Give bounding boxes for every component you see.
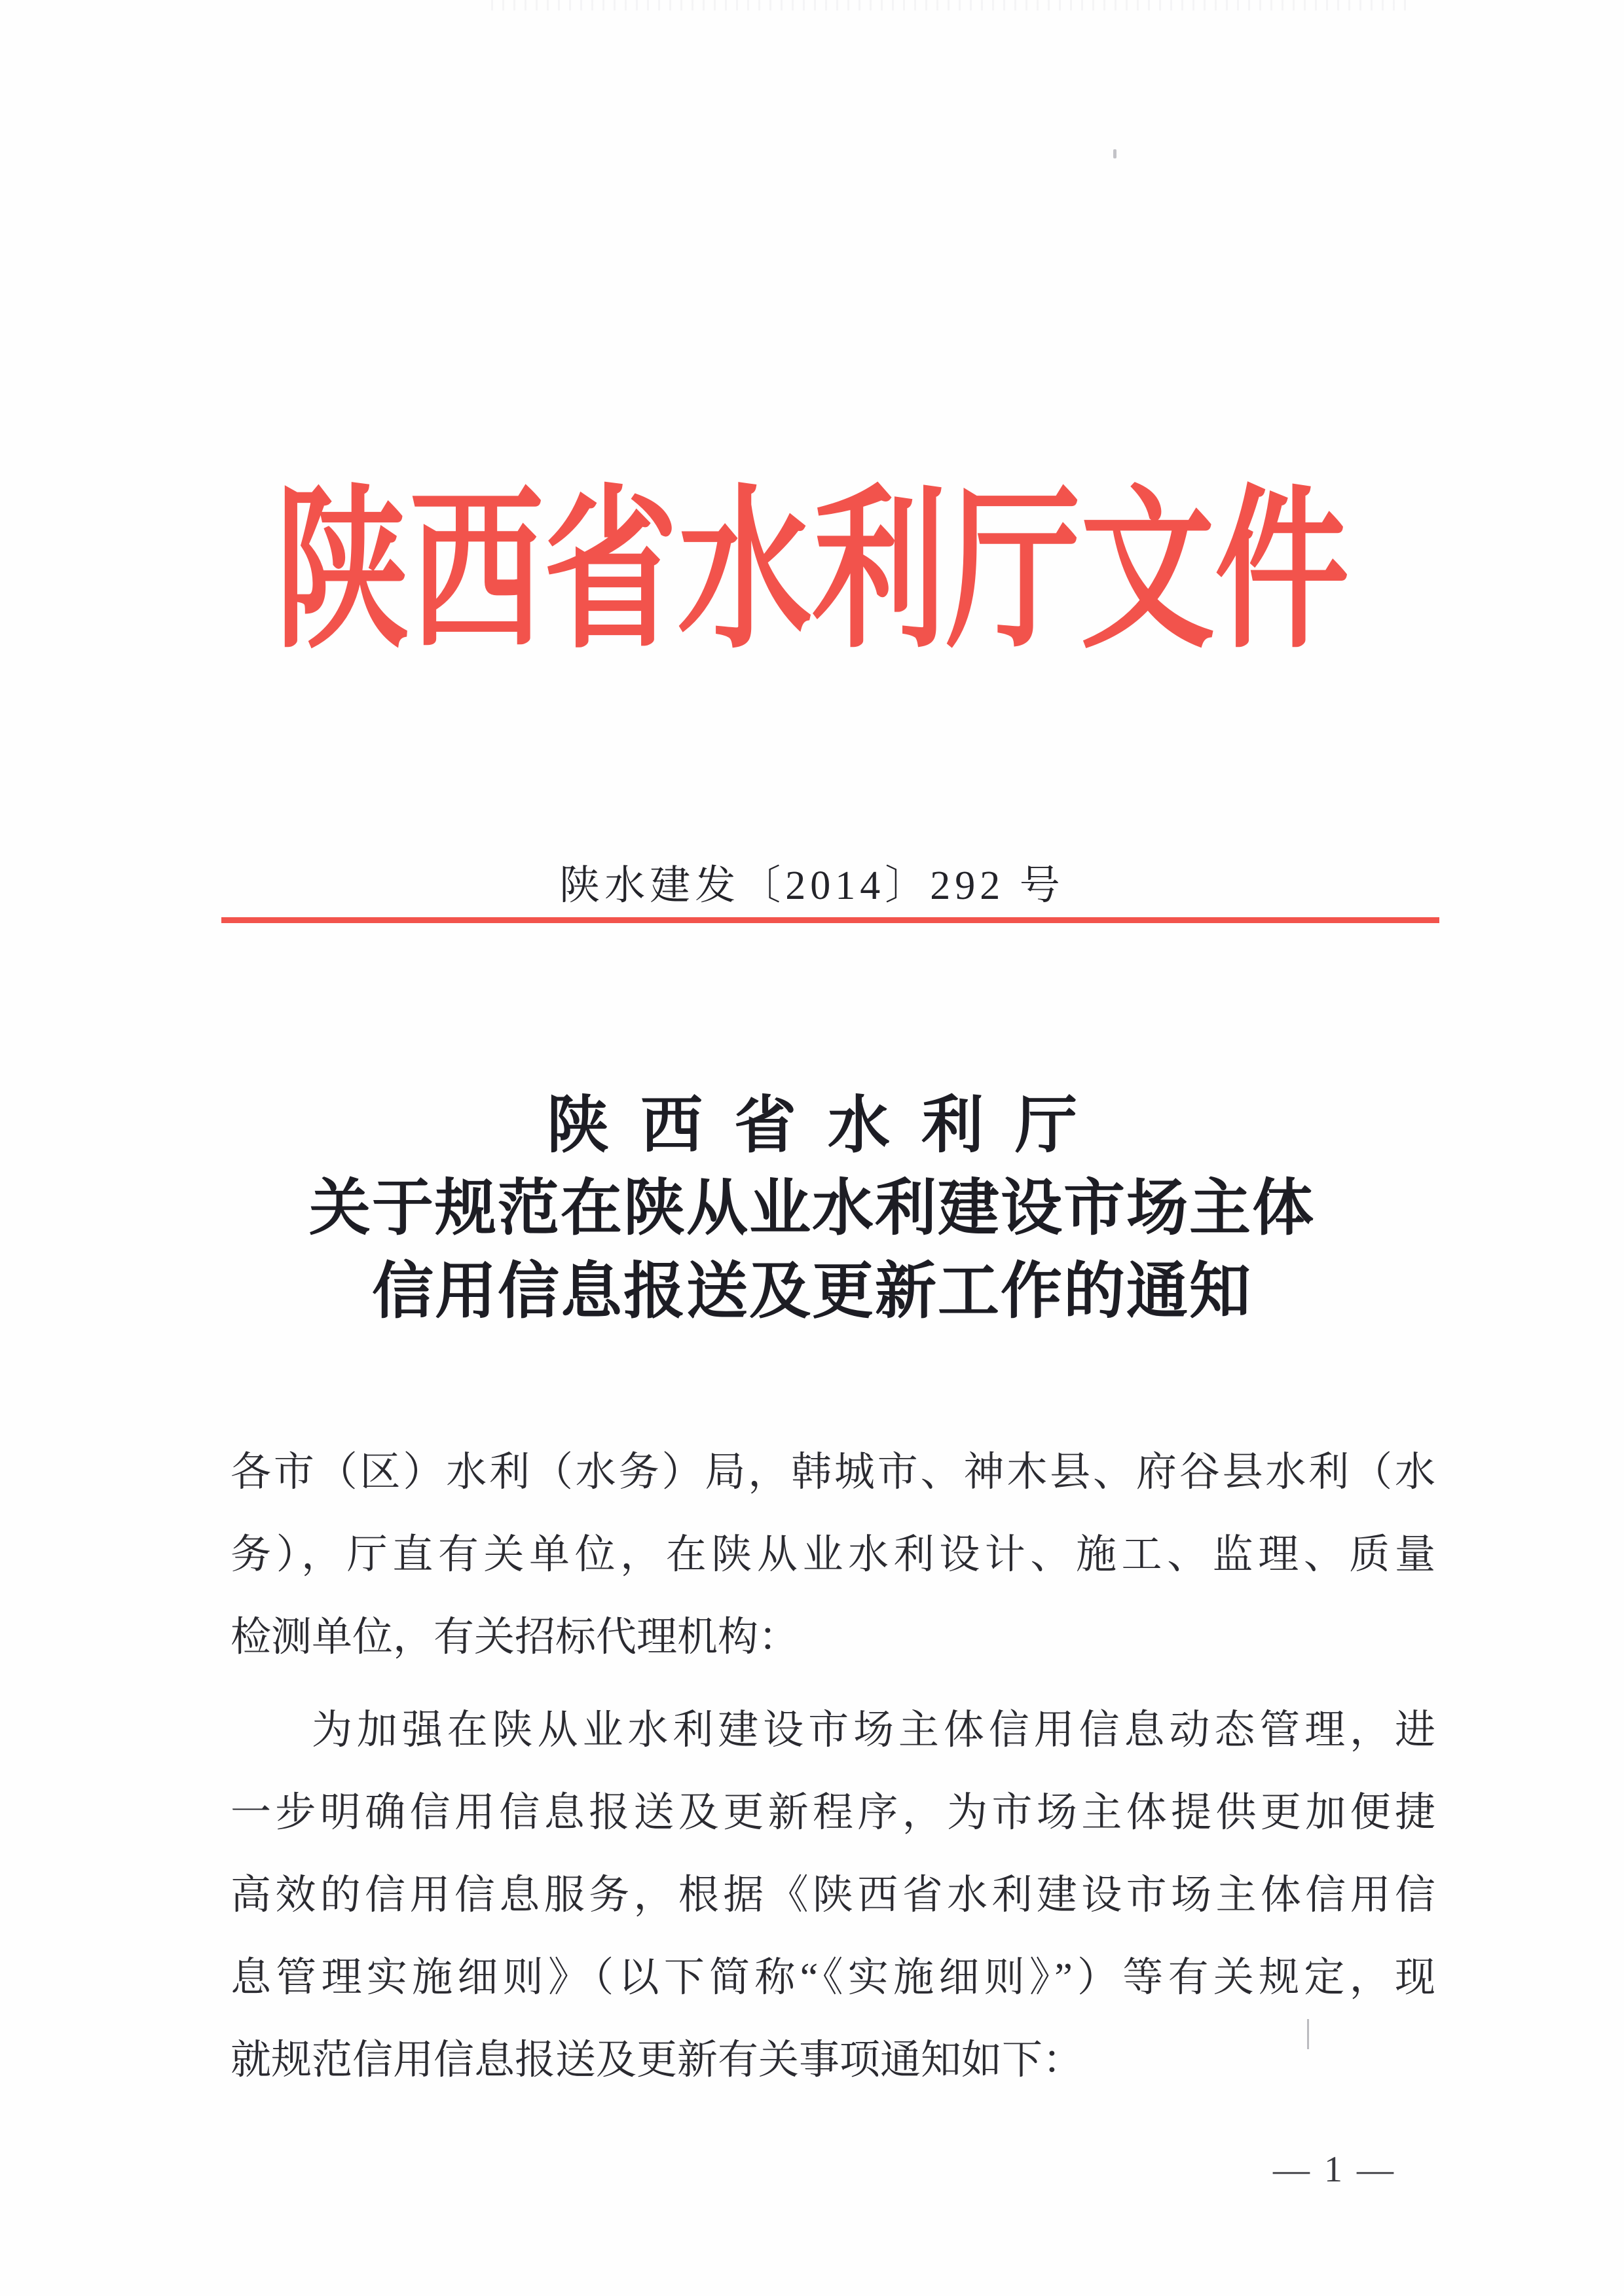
addressee-paragraph bbox=[231, 1431, 1435, 1679]
document-title-line-1: 陕西省水利厅 bbox=[546, 1091, 1109, 1160]
page-number: — 1 — bbox=[1273, 2149, 1396, 2190]
document-body bbox=[231, 1431, 1435, 2102]
document-title-line-3: 信用信息报送及更新工作的通知 bbox=[371, 1258, 1252, 1326]
letterhead-title: 陕西省水利厅文件 bbox=[275, 475, 1349, 670]
body-line: 高效的信用信息服务，根据《陕西省水利建设市场主体信用信 bbox=[231, 1873, 1435, 1918]
scan-speck-artifact bbox=[1113, 149, 1116, 158]
body-line: 就规范信用信息报送及更新有关事项通知如下： bbox=[231, 2038, 1084, 2083]
body-line: 一步明确信用信息报送及更新程序，为市场主体提供更加便捷 bbox=[231, 1791, 1435, 1835]
body-line: 检测单位，有关招标代理机构： bbox=[231, 1615, 800, 1660]
document-title-line-2: 关于规范在陕从业水利建设市场主体 bbox=[308, 1175, 1315, 1243]
document-title bbox=[0, 1084, 1624, 1334]
document-number: 陕水建发〔2014〕292 号 bbox=[559, 864, 1065, 908]
body-line: 为加强在陕从业水利建设市场主体信用信息动态管理，进 bbox=[312, 1708, 1435, 1753]
body-line: 各市（区）水利（水务）局，韩城市、神木县、府谷县水利（水 bbox=[231, 1450, 1435, 1495]
red-divider-line bbox=[221, 917, 1439, 923]
body-line: 息管理实施细则》（以下简称“《实施细则》”）等有关规定，现 bbox=[231, 1956, 1435, 2000]
intro-paragraph bbox=[231, 1689, 1435, 2102]
scan-noise-artifact bbox=[491, 0, 1408, 10]
body-line: 务），厅直有关单位，在陕从业水利设计、施工、监理、质量 bbox=[231, 1533, 1435, 1577]
